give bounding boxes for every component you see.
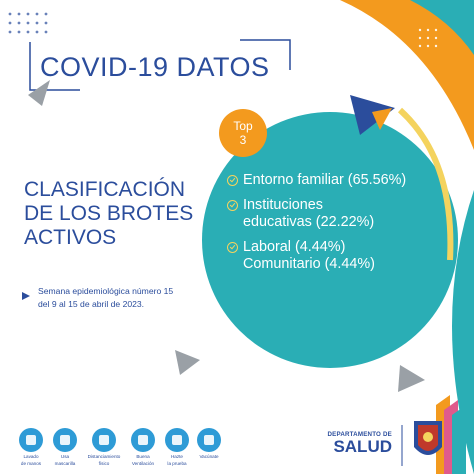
distancing-icon: Distanciamiento físico (82, 428, 126, 466)
list-item (227, 197, 406, 231)
week-line-1: Semana epidemiológica número 15 (38, 286, 174, 296)
top-badge (219, 109, 267, 157)
top-badge-number: 3 (239, 133, 247, 147)
hand-washing-icon: Lavado de manos (14, 428, 48, 466)
page-title: COVID-19 DATOS (40, 52, 270, 82)
check-icon (227, 175, 238, 186)
epidemiological-week (38, 285, 173, 311)
test-icon: Hazte la prueba (160, 428, 194, 466)
vaccine-icon: Vacúnate (192, 428, 226, 459)
item-line: Entorno familiar (65.56%) (243, 172, 407, 188)
item-line: educativas (22.22%) (243, 214, 375, 230)
top-badge-label: Top (233, 119, 253, 133)
ventilation-icon: Buena Ventilación (126, 428, 160, 466)
seal-icon (410, 417, 446, 465)
item-line: Comunitario (4.44%) (243, 256, 375, 272)
item-line: Instituciones (243, 197, 323, 213)
department-line-1: DEPARTAMENTO DE (327, 431, 392, 438)
headline-line-1: CLASIFICACIÓN (24, 178, 186, 201)
gray-triangle-left (28, 80, 50, 106)
department-line-2: SALUD (333, 437, 392, 456)
gray-triangle-right (398, 365, 425, 392)
list-item (227, 172, 406, 189)
headline-line-3: ACTIVOS (24, 226, 117, 249)
list-item (227, 239, 406, 273)
stripe-teal (452, 405, 466, 474)
prevention-icons (14, 428, 224, 468)
dot-grid-left (9, 13, 48, 34)
headline (24, 178, 193, 250)
department-logo (310, 431, 392, 456)
week-arrow-icon (22, 292, 30, 300)
check-icon (227, 242, 238, 253)
outbreak-list (227, 172, 406, 281)
mask-icon: Usa mascarilla (48, 428, 82, 466)
week-line-2: del 9 al 15 de abril de 2023. (38, 299, 145, 309)
gray-triangle-bottom (175, 350, 200, 375)
check-icon (227, 200, 238, 211)
item-line: Laboral (4.44%) (243, 239, 346, 255)
headline-line-2: DE LOS BROTES (24, 202, 194, 225)
